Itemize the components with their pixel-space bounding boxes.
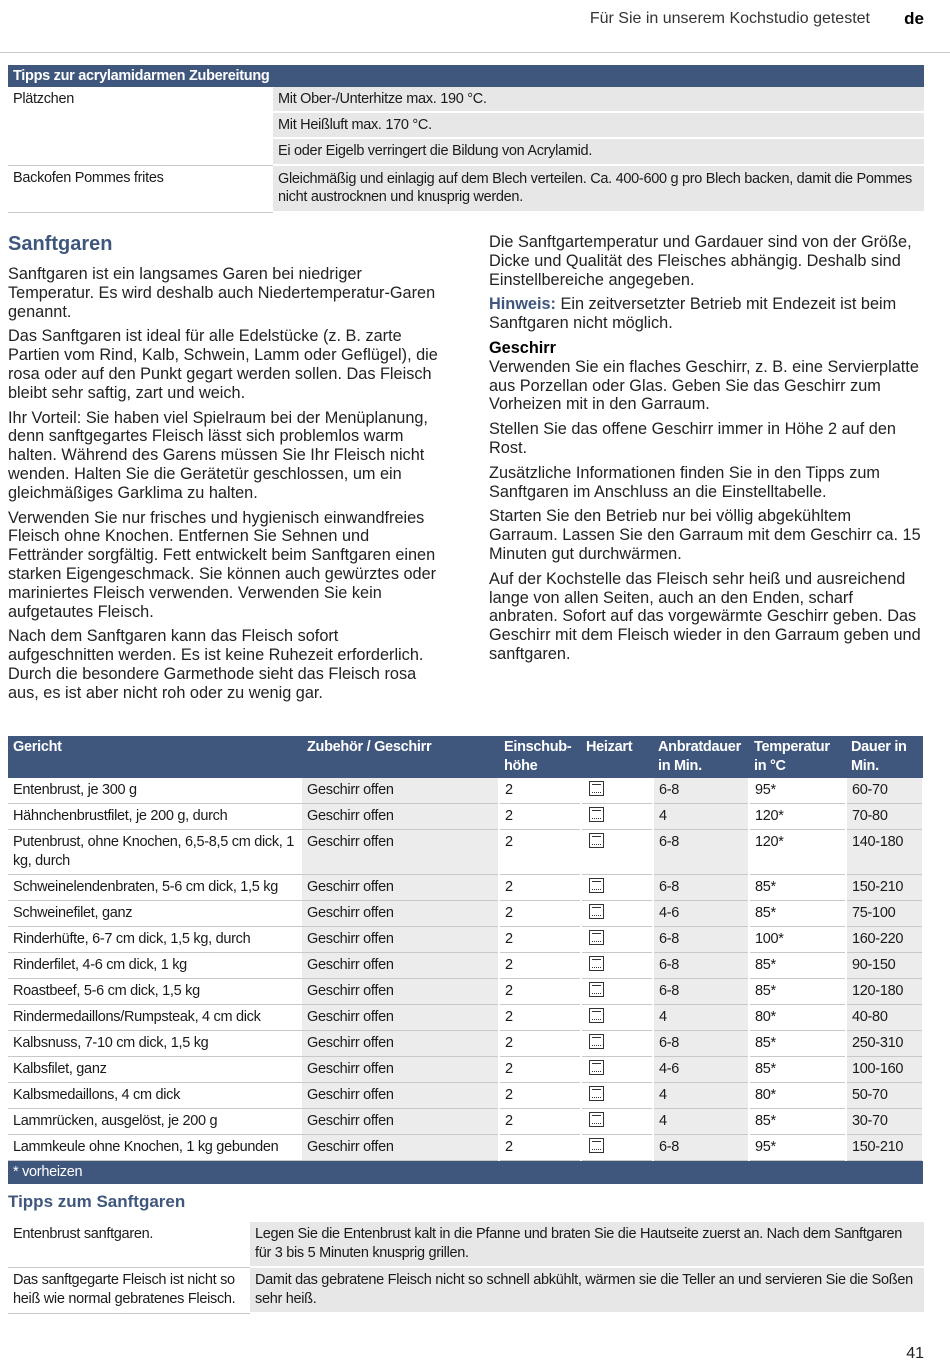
dish-cell: Kalbsfilet, ganz [8, 1057, 302, 1083]
duration-cell: 150-210 [846, 875, 923, 901]
duration-cell: 120-180 [846, 979, 923, 1005]
top-bottom-heat-icon [589, 1086, 604, 1101]
paragraph: Auf der Kochstelle das Fleisch sehr heiß und ausreichend lange von allen Seiten, auch an den Enden, scharf anbraten. Sofort auf das vorgewärmte Geschirr geben. Das Geschirr mit dem Fleisch wieder in den Garraum geben und sanftgaren. [489, 569, 921, 663]
top-bottom-heat-icon [589, 1138, 604, 1153]
top-bottom-heat-icon [589, 833, 604, 848]
table-row [8, 830, 923, 875]
table-row [8, 979, 923, 1005]
column-header: Temperatur in °C [749, 736, 846, 778]
row-label: Plätzchen [8, 87, 273, 165]
tip-problem: Das sanftgegarte Fleisch ist nicht so heiß wie normal gebratenes Fleisch. [8, 1267, 250, 1313]
tip-solution: Damit das gebratene Fleisch nicht so schnell abkühlt, wärmen sie die Teller an und servieren Sie die Soßen sehr heiß. [250, 1267, 924, 1313]
accessory-cell: Geschirr offen [302, 901, 499, 927]
hint-paragraph [489, 295, 924, 333]
temperature-cell: 85* [749, 875, 846, 901]
duration-cell: 250-310 [846, 1031, 923, 1057]
section-heading-sanftgaren: Sanftgaren [8, 233, 113, 255]
table-row [8, 1222, 924, 1267]
temperature-cell: 100* [749, 927, 846, 953]
top-bottom-heat-icon [589, 904, 604, 919]
accessory-cell: Geschirr offen [302, 1005, 499, 1031]
shelf-cell: 2 [499, 1057, 581, 1083]
temperature-cell: 95* [749, 778, 846, 804]
row-label: Backofen Pommes frites [8, 165, 273, 212]
temperature-cell: 85* [749, 1109, 846, 1135]
shelf-cell: 2 [499, 778, 581, 804]
column-header: Dauer in Min. [846, 736, 923, 778]
table-row [8, 1031, 923, 1057]
shelf-cell: 2 [499, 875, 581, 901]
sear-time-cell: 6-8 [653, 927, 749, 953]
dish-cell: Schweinelendenbraten, 5-6 cm dick, 1,5 kg [8, 875, 302, 901]
table-row [8, 1083, 923, 1109]
table-footnote-row [8, 1161, 923, 1185]
sear-time-cell: 6-8 [653, 979, 749, 1005]
duration-cell: 60-70 [846, 778, 923, 804]
duration-cell: 150-210 [846, 1135, 923, 1161]
table-row [8, 927, 923, 953]
duration-cell: 40-80 [846, 1005, 923, 1031]
row-content [273, 87, 924, 165]
table-row [8, 778, 923, 804]
top-bottom-heat-icon [589, 1060, 604, 1075]
table-row [8, 1267, 924, 1313]
table-row [8, 1005, 923, 1031]
hint-label: Hinweis: [489, 295, 556, 314]
accessory-cell: Geschirr offen [302, 830, 499, 875]
sear-time-cell: 4 [653, 1109, 749, 1135]
shelf-cell: 2 [499, 1135, 581, 1161]
paragraph: Stellen Sie das offene Geschirr immer in Höhe 2 auf den Rost. [489, 420, 896, 457]
table-row [8, 165, 924, 212]
footnote: * vorheizen [8, 1161, 923, 1185]
language-code: de [904, 9, 924, 28]
heating-mode-cell [581, 1083, 653, 1109]
dish-cell: Rinderhüfte, 6-7 cm dick, 1,5 kg, durch [8, 927, 302, 953]
heating-mode-cell [581, 1005, 653, 1031]
table-row [8, 901, 923, 927]
temperature-cell: 85* [749, 953, 846, 979]
temperature-cell: 120* [749, 830, 846, 875]
row-line: Mit Heißluft max. 170 °C. [273, 113, 924, 139]
dish-cell: Hähnchenbrustfilet, je 200 g, durch [8, 804, 302, 830]
accessory-cell: Geschirr offen [302, 1109, 499, 1135]
page-header [0, 8, 950, 30]
accessory-cell: Geschirr offen [302, 1135, 499, 1161]
shelf-cell: 2 [499, 1109, 581, 1135]
sear-time-cell: 6-8 [653, 1031, 749, 1057]
heating-mode-cell [581, 778, 653, 804]
tips-table [8, 1222, 924, 1314]
top-bottom-heat-icon [589, 1008, 604, 1023]
dish-cell: Putenbrust, ohne Knochen, 6,5-8,5 cm dick, 1 kg, durch [8, 830, 302, 875]
column-header: Zubehör / Geschirr [302, 736, 499, 778]
sear-time-cell: 4-6 [653, 901, 749, 927]
paragraph: Die Sanftgartemperatur und Gardauer sind von der Größe, Dicke und Qualität des Fleisches abhängig. Deshalb sind Einstellbereiche angegeben. [489, 233, 912, 289]
heating-mode-cell [581, 1057, 653, 1083]
paragraph: Ihr Vorteil: Sie haben viel Spielraum bei der Menüplanung, denn sanftgegartes Fleisch lässt sich problemlos warm halten. Während des Garens müssen Sie Ihr Fleisch nicht wenden. Halten Sie die Gerätetür geschlossen, um ein gleichmäßiges Garklima zu halten. [8, 408, 428, 502]
duration-cell: 160-220 [846, 927, 923, 953]
dish-cell: Lammrücken, ausgelöst, je 200 g [8, 1109, 302, 1135]
top-bottom-heat-icon [589, 1034, 604, 1049]
duration-cell: 140-180 [846, 830, 923, 875]
table-row [8, 804, 923, 830]
sear-time-cell: 4 [653, 804, 749, 830]
tip-solution: Legen Sie die Entenbrust kalt in die Pfanne und braten Sie die Hautseite zuerst an. Nach dem Sanftgaren für 3 bis 5 Minuten knusprig grillen. [250, 1222, 924, 1267]
top-bottom-heat-icon [589, 982, 604, 997]
shelf-cell: 2 [499, 1031, 581, 1057]
row-content: Gleichmäßig und einlagig auf dem Blech verteilen. Ca. 400-600 g pro Blech backen, damit die Pommes nicht austrocknen und knusprig werden. [273, 165, 924, 212]
accessory-cell: Geschirr offen [302, 804, 499, 830]
top-bottom-heat-icon [589, 930, 604, 945]
sear-time-cell: 6-8 [653, 953, 749, 979]
heating-mode-cell [581, 979, 653, 1005]
sear-time-cell: 6-8 [653, 778, 749, 804]
column-header: Heizart [581, 736, 653, 778]
heating-mode-cell [581, 1109, 653, 1135]
acrylamide-tips-table [8, 65, 924, 213]
duration-cell: 90-150 [846, 953, 923, 979]
temperature-cell: 80* [749, 1083, 846, 1109]
sear-time-cell: 6-8 [653, 1135, 749, 1161]
accessory-cell: Geschirr offen [302, 1031, 499, 1057]
dish-cell: Roastbeef, 5-6 cm dick, 1,5 kg [8, 979, 302, 1005]
heating-mode-cell [581, 830, 653, 875]
sanftgaren-settings-table [8, 736, 924, 1184]
temperature-cell: 95* [749, 1135, 846, 1161]
duration-cell: 30-70 [846, 1109, 923, 1135]
sear-time-cell: 6-8 [653, 830, 749, 875]
top-bottom-heat-icon [589, 1112, 604, 1127]
shelf-cell: 2 [499, 901, 581, 927]
accessory-cell: Geschirr offen [302, 778, 499, 804]
top-bottom-heat-icon [589, 956, 604, 971]
top-bottom-heat-icon [589, 781, 604, 796]
paragraph: Das Sanftgaren ist ideal für alle Edelstücke (z. B. zarte Partien vom Rind, Kalb, Schwein, Lamm oder Geflügel), die rosa oder auf den Punkt gegart werden sollen. Das Fleisch bleibt sehr saftig, zart und weich. [8, 327, 438, 402]
top-bottom-heat-icon [589, 807, 604, 822]
subheading-geschirr: Geschirr [489, 338, 556, 357]
table-row [8, 953, 923, 979]
header-divider [0, 52, 950, 53]
heating-mode-cell [581, 875, 653, 901]
table-row [8, 875, 923, 901]
heating-mode-cell [581, 927, 653, 953]
column-header: Gericht [8, 736, 302, 778]
dish-cell: Schweinefilet, ganz [8, 901, 302, 927]
tips-heading: Tipps zum Sanftgaren [8, 1192, 186, 1211]
hint-text: Ein zeitversetzter Betrieb mit Endezeit ist beim Sanftgaren nicht möglich. [489, 295, 897, 333]
table-row [8, 1109, 923, 1135]
sear-time-cell: 4 [653, 1005, 749, 1031]
paragraph: Starten Sie den Betrieb nur bei völlig abgekühltem Garraum. Lassen Sie den Garraum mit dem Geschirr ca. 15 Minuten gut durchwärmen. [489, 507, 921, 563]
dish-cell: Rinderfilet, 4-6 cm dick, 1 kg [8, 953, 302, 979]
right-text-column [489, 233, 924, 670]
paragraph: Nach dem Sanftgaren kann das Fleisch sofort aufgeschnitten werden. Es ist keine Ruhezeit erforderlich. Durch die besondere Garmethode sieht das Fleisch rosa aus, es ist aber nicht roh oder zu wenig gar. [8, 627, 424, 702]
temperature-cell: 85* [749, 1057, 846, 1083]
column-header: Anbratdauer in Min. [653, 736, 749, 778]
shelf-cell: 2 [499, 979, 581, 1005]
tip-problem: Entenbrust sanftgaren. [8, 1222, 250, 1267]
paragraph: Sanftgaren ist ein langsames Garen bei niedriger Temperatur. Es wird deshalb auch Niedertemperatur-Garen genannt. [8, 265, 436, 321]
paragraph: Verwenden Sie nur frisches und hygienisch einwandfreies Fleisch ohne Knochen. Entfernen Sie Sehnen und Fettränder sorgfältig. Fett entwickelt beim Sanftgaren einen starken Eigengeschmack. Sie können auch gewürztes oder mariniertes Fleisch verwenden. Verwenden Sie kein aufgetautes Fleisch. [8, 508, 437, 621]
table-row [8, 1057, 923, 1083]
heating-mode-cell [581, 953, 653, 979]
heating-mode-cell [581, 1031, 653, 1057]
accessory-cell: Geschirr offen [302, 1057, 499, 1083]
accessory-cell: Geschirr offen [302, 927, 499, 953]
shelf-cell: 2 [499, 1083, 581, 1109]
header-title: Für Sie in unserem Kochstudio getestet [589, 10, 870, 27]
duration-cell: 50-70 [846, 1083, 923, 1109]
sear-time-cell: 4 [653, 1083, 749, 1109]
dish-cell: Entenbrust, je 300 g [8, 778, 302, 804]
shelf-cell: 2 [499, 830, 581, 875]
row-line: Ei oder Eigelb verringert die Bildung von Acrylamid. [278, 143, 593, 159]
left-text-column [8, 265, 448, 709]
shelf-cell: 2 [499, 804, 581, 830]
heating-mode-cell [581, 901, 653, 927]
heating-mode-cell [581, 804, 653, 830]
dish-cell: Rindermedaillons/Rumpsteak, 4 cm dick [8, 1005, 302, 1031]
accessory-cell: Geschirr offen [302, 1083, 499, 1109]
temperature-cell: 85* [749, 979, 846, 1005]
column-header: Einschub-höhe [499, 736, 581, 778]
shelf-cell: 2 [499, 927, 581, 953]
duration-cell: 70-80 [846, 804, 923, 830]
dish-cell: Kalbsnuss, 7-10 cm dick, 1,5 kg [8, 1031, 302, 1057]
temperature-cell: 120* [749, 804, 846, 830]
row-line: Mit Ober-/Unterhitze max. 190 °C. [273, 87, 924, 113]
acrylamide-table-title: Tipps zur acrylamidarmen Zubereitung [8, 65, 924, 87]
page-number: 41 [906, 1345, 924, 1362]
temperature-cell: 80* [749, 1005, 846, 1031]
shelf-cell: 2 [499, 953, 581, 979]
dish-cell: Kalbsmedaillons, 4 cm dick [8, 1083, 302, 1109]
dish-cell: Lammkeule ohne Knochen, 1 kg gebunden [8, 1135, 302, 1161]
heating-mode-cell [581, 1135, 653, 1161]
accessory-cell: Geschirr offen [302, 979, 499, 1005]
sear-time-cell: 4-6 [653, 1057, 749, 1083]
paragraph: Zusätzliche Informationen finden Sie in den Tipps zum Sanftgaren im Anschluss an die Einstelltabelle. [489, 463, 880, 501]
accessory-cell: Geschirr offen [302, 953, 499, 979]
accessory-cell: Geschirr offen [302, 875, 499, 901]
temperature-cell: 85* [749, 1031, 846, 1057]
duration-cell: 75-100 [846, 901, 923, 927]
table-body [8, 778, 923, 1161]
shelf-cell: 2 [499, 1005, 581, 1031]
table-header-row [8, 736, 923, 778]
table-row [8, 1135, 923, 1161]
temperature-cell: 85* [749, 901, 846, 927]
duration-cell: 100-160 [846, 1057, 923, 1083]
paragraph: Verwenden Sie ein flaches Geschirr, z. B. eine Servierplatte aus Porzellan oder Glas. Geben Sie das Geschirr zum Vorheizen mit in den Garraum. [489, 357, 919, 414]
top-bottom-heat-icon [589, 878, 604, 893]
table-row [8, 87, 924, 165]
sear-time-cell: 6-8 [653, 875, 749, 901]
